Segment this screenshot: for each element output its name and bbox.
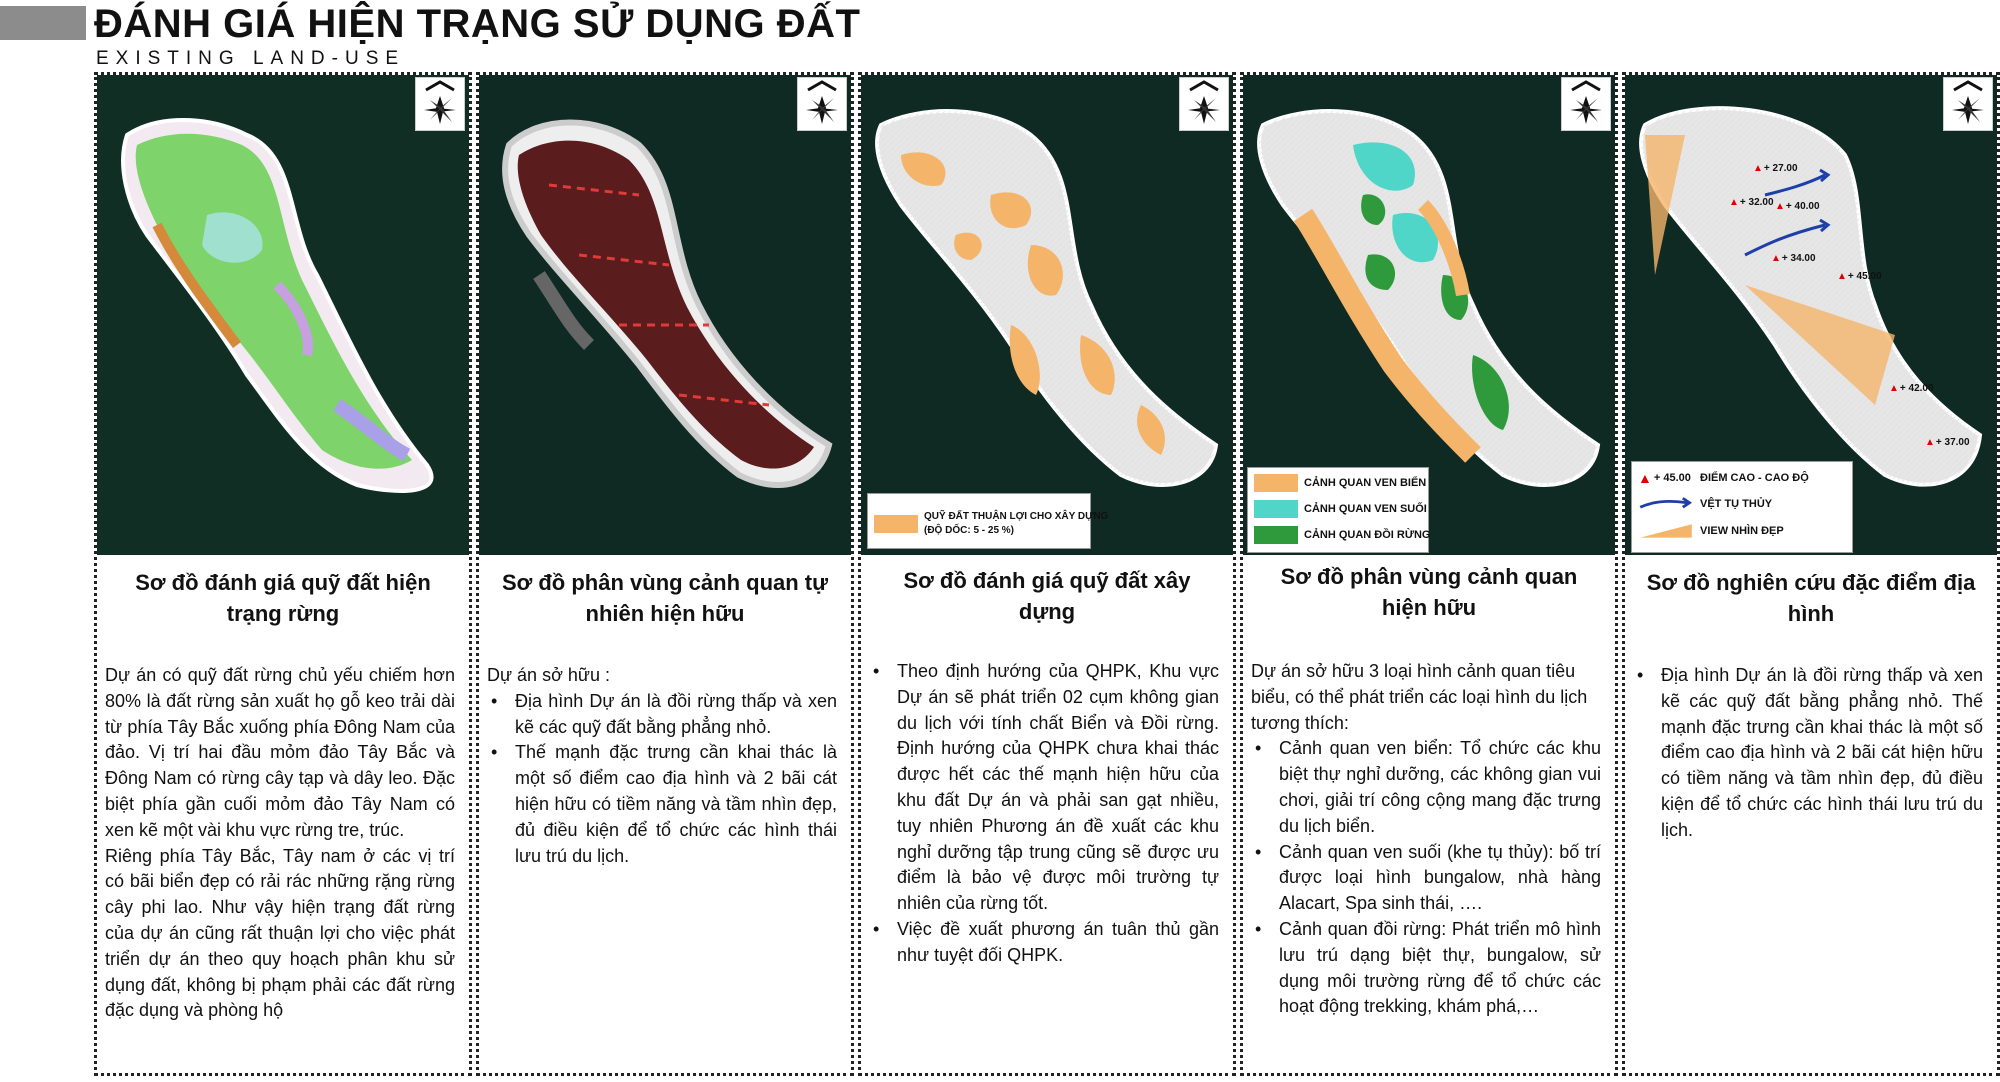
panel-text — [1251, 659, 1601, 1020]
peak-label: + 27.00 — [1763, 163, 1798, 174]
peak-label: + 42.00 — [1899, 383, 1934, 394]
north-arrow-icon — [1179, 77, 1229, 131]
panel-text — [1633, 663, 1983, 844]
list-item: • Cảnh quan đồi rừng: Phát triển mô hình lưu trú dạng biệt thự, bungalow, sử dụng môi trường rừng để tổ chức các hoạt động trekking, khám phá,… — [1279, 917, 1601, 1020]
panel-caption: Sơ đồ nghiên cứu đặc điểm địa hình — [1646, 570, 1976, 626]
panel-text — [105, 663, 455, 1024]
legend-label: VỆT TỤ THỦY — [1700, 497, 1773, 510]
page-subtitle: EXISTING LAND-USE — [96, 48, 406, 69]
terrain-map — [1625, 75, 1997, 555]
panel-caption: Sơ đồ đánh giá quỹ đất xây dựng — [903, 568, 1191, 624]
forest-land-map — [97, 75, 469, 555]
map-legend — [1247, 467, 1429, 553]
legend-label: CẢNH QUAN ĐỒI RỪNG — [1304, 529, 1431, 541]
peak-label: + 40.00 — [1785, 201, 1820, 212]
header-accent-bar — [0, 6, 86, 40]
landscape-zones-map — [1243, 75, 1615, 555]
legend-swatch — [874, 515, 918, 533]
panel-terrain-study — [1622, 72, 2000, 1076]
legend-label: ĐIỂM CAO - CAO ĐỘ — [1700, 472, 1809, 484]
intro-text: Dự án sở hữu : — [487, 665, 610, 685]
panel-caption: Sơ đồ phân vùng cảnh quan hiện hữu — [1280, 564, 1578, 620]
panel-forest-land — [94, 72, 472, 1076]
map-legend — [867, 493, 1109, 549]
peak-marker: ▲ + 42.00 — [1889, 383, 1934, 394]
bullet-list — [1633, 663, 1983, 844]
panel-text — [869, 659, 1219, 969]
legend-view-icon — [1638, 522, 1694, 540]
panel-caption: Sơ đồ đánh giá quỹ đất hiện trạng rừng — [135, 570, 431, 626]
north-arrow-icon — [1943, 77, 1993, 131]
panel-caption: Sơ đồ phân vùng cảnh quan tự nhiên hiện hữu — [501, 570, 829, 626]
north-arrow-icon — [797, 77, 847, 131]
legend-peak-symbol: ▲ + 45.00 — [1638, 470, 1691, 486]
panel-landscape-zones — [1240, 72, 1618, 1076]
page-title: ĐÁNH GIÁ HIỆN TRẠNG SỬ DỤNG ĐẤT — [94, 2, 861, 46]
peak-marker: ▲ + 27.00 — [1753, 163, 1798, 174]
peak-label: + 37.00 — [1935, 437, 1970, 448]
peak-marker: ▲ + 45.00 — [1837, 271, 1882, 282]
north-arrow-icon — [415, 77, 465, 131]
bullet-list — [869, 659, 1219, 969]
map-legend — [1631, 461, 1853, 553]
legend-label: CẢNH QUAN VEN SUỐI — [1304, 503, 1427, 515]
list-item: • Địa hình Dự án là đồi rừng thấp và xen kẽ các quỹ đất bằng phẳng nhỏ. Thế mạnh đặc trưng cần khai thác là một số điểm cao địa hình và 2 bãi cát hiện hữu có tiềm năng và tầm nhìn đẹp, đủ điều kiện để tổ chức các hình thái lưu trú du lịch. — [1661, 663, 1983, 844]
peak-marker: ▲ + 37.00 — [1925, 437, 1970, 448]
paragraph: Riêng phía Tây Bắc, Tây nam ở các vị trí có bãi biển đẹp có rải rác những rặng rừng cây phi lao. Như vậy hiện trạng đất rừng của dự án cũng rất thuận lợi cho việc phát triển dự án theo quy hoạch phân khu sử dụng đất, không bị phạm phải các đất rừng đặc dụng và phòng hộ — [105, 845, 455, 1021]
legend-swatch — [1254, 500, 1298, 518]
legend-label: VIEW NHÌN ĐẸP — [1700, 524, 1784, 537]
list-item: • Địa hình Dự án là đồi rừng thấp và xen kẽ các quỹ đất bằng phẳng nhỏ. — [515, 689, 837, 741]
peak-marker: ▲ + 40.00 — [1775, 201, 1820, 212]
legend-sublabel: (ĐỘ DỐC: 5 - 25 %) — [924, 525, 1015, 536]
list-item: • Việc đề xuất phương án tuân thủ gần như tuyệt đối QHPK. — [897, 917, 1219, 969]
list-item: • Thế mạnh đặc trưng cần khai thác là một số điểm cao địa hình và 2 bãi cát hiện hữu có tiềm năng và tầm nhìn đẹp, đủ điều kiện để tổ chức các hình thái lưu trú du lịch. — [515, 740, 837, 869]
peak-label: + 34.00 — [1781, 253, 1816, 264]
intro-text: Dự án sở hữu 3 loại hình cảnh quan tiêu biểu, có thể phát triển các loại hình du lịch tương thích: — [1251, 661, 1588, 733]
north-arrow-icon — [1561, 77, 1611, 131]
list-item: • Cảnh quan ven suối (khe tụ thủy): bố trí được loại hình bungalow, nhà hàng Alacart, Spa sinh thái, …. — [1279, 840, 1601, 917]
legend-swatch — [1254, 474, 1298, 492]
peak-marker: ▲ + 34.00 — [1771, 253, 1816, 264]
list-item: • Theo định hướng của QHPK, Khu vực Dự án sẽ phát triển 02 cụm không gian du lịch với tính chất Biển và Đồi rừng. Định hướng của QHPK chưa khai thác được hết các thế mạnh hiện hữu của khu đất Dự án và phải san gạt nhiều, tuy nhiên Phương án đề xuất các khu nghỉ dưỡng tập trung cũng sẽ được ưu điểm là bảo vệ được môi trường tự nhiên của rừng tốt. — [897, 659, 1219, 917]
legend-label: QUỸ ĐẤT THUẬN LỢI CHO XÂY DỰNG — [924, 511, 1109, 522]
bullet-list — [1251, 736, 1601, 1020]
legend-swatch — [1254, 526, 1298, 544]
panel-buildable-land — [858, 72, 1236, 1076]
paragraph: Dự án có quỹ đất rừng chủ yếu chiếm hơn 80% là đất rừng sản xuất họ gỗ keo trải dài từ phía Tây Bắc xuống phía Đông Nam của đảo. Vị trí hai đầu mỏm đảo Tây Bắc và Đông Nam có rừng cây tạp và dây leo. Đặc biệt phía gần cuối mỏm đảo Tây Nam có xen kẽ một vài khu vực rừng tre, trúc. — [105, 665, 455, 840]
panel-text — [487, 663, 837, 869]
legend-flow-arrow-icon — [1638, 496, 1694, 512]
slope-map — [479, 75, 851, 555]
legend-label: CẢNH QUAN VEN BIỂN — [1304, 477, 1427, 489]
panel-natural-landscape — [476, 72, 854, 1076]
peak-marker: ▲ + 32.00 — [1729, 197, 1774, 208]
buildable-land-map — [861, 75, 1233, 555]
peak-label: + 45.00 — [1847, 271, 1882, 282]
legend-peak-value: + 45.00 — [1653, 472, 1691, 484]
peak-label: + 32.00 — [1739, 197, 1774, 208]
list-item: • Cảnh quan ven biển: Tổ chức các khu biệt thự nghỉ dưỡng, các không gian vui chơi, giải trí công cộng mang đặc trưng du lịch biển. — [1279, 736, 1601, 839]
bullet-list — [487, 689, 837, 870]
